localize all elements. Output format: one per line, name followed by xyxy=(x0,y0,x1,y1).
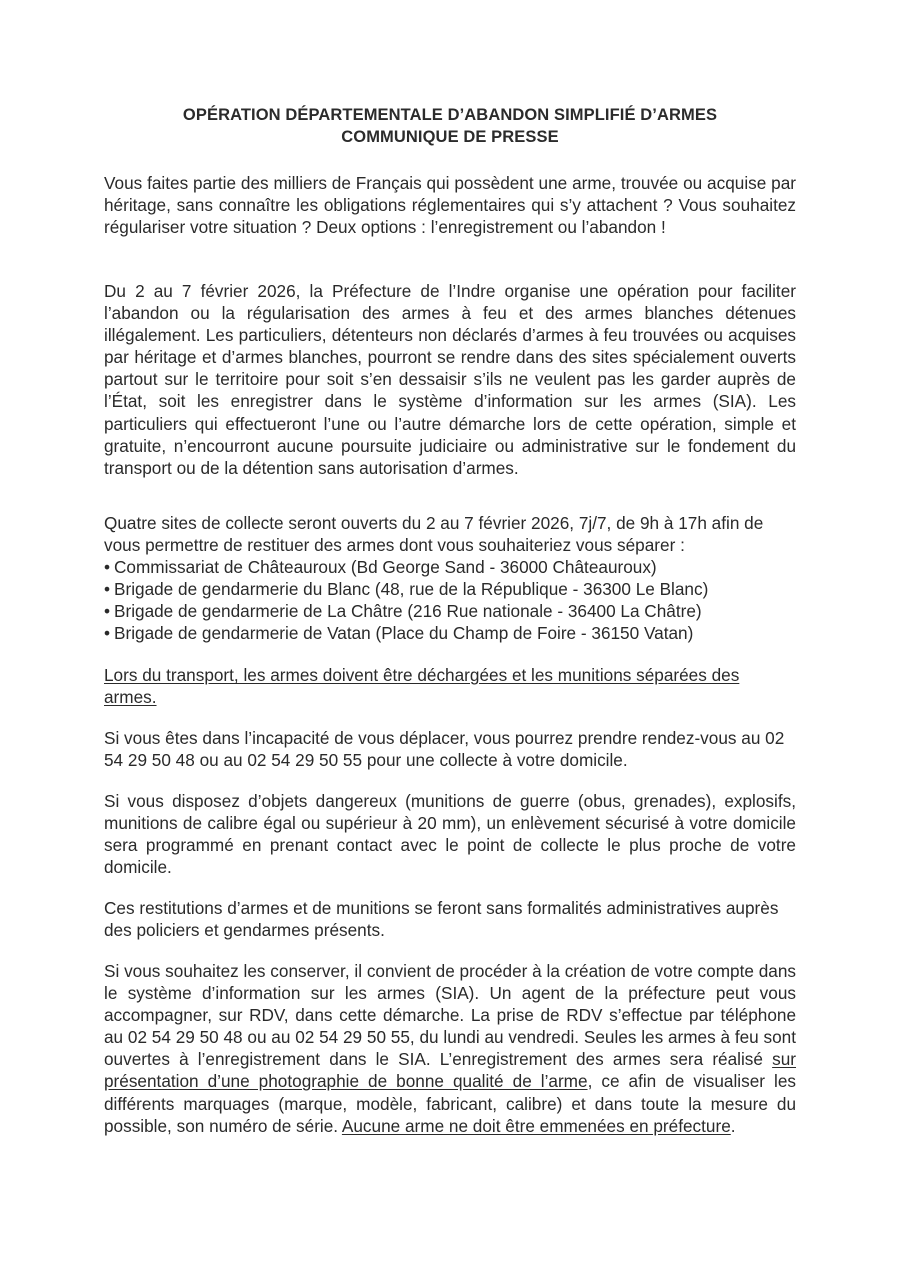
site-chateauroux: Commissariat de Châteauroux (Bd George Sand - 36000 Châteauroux) xyxy=(114,557,657,578)
document-title xyxy=(104,104,796,148)
list-item xyxy=(104,556,796,578)
bullet-icon: • xyxy=(104,601,111,622)
photo-requirement: sur présentation d’une photographie de bonne qualité de l’arme xyxy=(104,1049,796,1092)
press-release-page xyxy=(104,104,796,1136)
keep-text-3: . xyxy=(730,1115,736,1136)
bullet-icon: • xyxy=(104,623,111,644)
site-le-blanc: Brigade de gendarmerie du Blanc (48, rue de la République - 36300 Le Blanc) xyxy=(114,579,709,600)
intro-paragraph: Vous faites partie des milliers de Français qui possèdent une arme, trouvée ou acquise par héritage, sans connaître les obligations réglementaires qui s’y attachent ? Vous souhaitez régulariser votre situation ? Deux options : l’enregistrement ou l’abandon ! xyxy=(104,173,796,238)
list-item xyxy=(104,622,796,644)
site-la-chatre: Brigade de gendarmerie de La Châtre (216 Rue nationale - 36400 La Châtre) xyxy=(114,601,702,622)
bullet-icon: • xyxy=(104,579,111,600)
list-item xyxy=(104,578,796,600)
keep-weapons-paragraph xyxy=(104,960,796,1137)
title-press-release: COMMUNIQUE DE PRESSE xyxy=(341,128,559,146)
collection-sites-section xyxy=(104,512,796,645)
dangerous-objects-paragraph: Si vous disposez d’objets dangereux (munitions de guerre (obus, grenades), explosifs, munitions de calibre égal ou supérieur à 20 mm), un enlèvement sécurisé à votre domicile sera programmé en prenant contact avec le point de collecte le plus proche de votre domicile. xyxy=(104,791,796,878)
title-operation: OPÉRATION DÉPARTEMENTALE D’ABANDON SIMPLIFIÉ D’ARMES xyxy=(182,106,718,124)
no-formalities-paragraph: Ces restitutions d’armes et de munitions se feront sans formalités administratives auprès des policiers et gendarmes présents. xyxy=(104,898,779,941)
site-vatan: Brigade de gendarmerie de Vatan (Place du Champ de Foire - 36150 Vatan) xyxy=(114,623,694,644)
transport-notice: Lors du transport, les armes doivent être déchargées et les munitions séparées des armes. xyxy=(104,665,740,708)
collection-sites-list xyxy=(104,556,796,644)
list-item xyxy=(104,600,796,622)
bullet-icon: • xyxy=(104,557,111,578)
no-weapons-at-prefecture: Aucune arme ne doit être emmenées en préfecture xyxy=(341,1115,731,1136)
sites-intro: Quatre sites de collecte seront ouverts du 2 au 7 février 2026, 7j/7, de 9h à 17h afin de vous permettre de restituer des armes dont vous souhaiteriez vous séparer : xyxy=(104,513,764,556)
home-collection-paragraph: Si vous êtes dans l’incapacité de vous déplacer, vous pourrez prendre rendez-vous au 02 54 29 50 48 ou au 02 54 29 50 55 pour une collecte à votre domicile. xyxy=(104,728,785,771)
keep-text-1: Si vous souhaitez les conserver, il convient de procéder à la création de votre compte dans le système d’information sur les armes (SIA). Un agent de la préfecture peut vous accompagner, sur RDV, dans cette démarche. La prise de RDV s’effectue par téléphone au 02 54 29 50 48 ou au 02 54 29 50 55, du lundi au vendredi. Seules les armes à feu sont ouvertes à l’enregistrement dans le SIA. L’enregistrement des armes sera réalisé xyxy=(104,961,796,1070)
keep-text-2: , ce afin de visualiser les différents marquages (marque, modèle, fabricant, calibre) et dans toute la mesure du possible, son numéro de série. xyxy=(104,1071,796,1136)
operation-paragraph: Du 2 au 7 février 2026, la Préfecture de l’Indre organise une opération pour faciliter l’abandon ou la régularisation des armes à feu et des armes blanches détenues illégalement. Les particuliers, détenteurs non déclarés d’armes à feu trouvées ou acquises par héritage et d’armes blanches, pourront se rendre dans des sites spécialement ouverts partout sur le territoire pour soit s’en dessaisir s’ils ne veulent pas les garder auprès de l’État, soit les enregistrer dans le système d’information sur les armes (SIA). Les particuliers qui effectueront l’une ou l’autre démarche lors de cette opération, simple et gratuite, n’encourront aucune poursuite judiciaire ou administrative sur le fondement du transport ou de la détention sans autorisation d’armes. xyxy=(104,281,796,478)
